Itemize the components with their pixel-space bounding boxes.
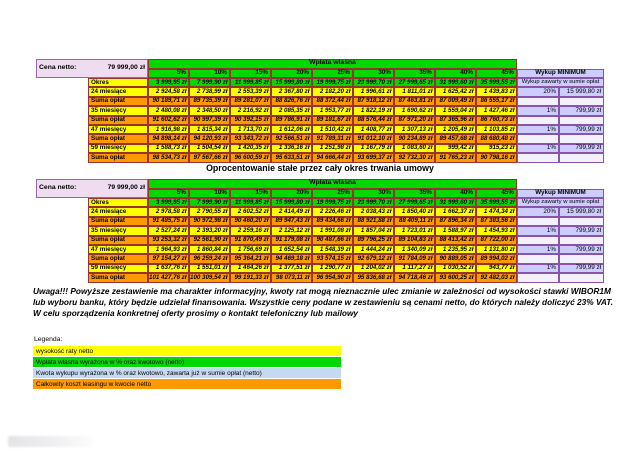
value-cell: 88 826,76 zł xyxy=(271,97,312,106)
value-cell: 1 083,60 zł xyxy=(394,144,435,153)
value-cell: 92 482,03 zł xyxy=(476,273,517,282)
value-cell: 86 555,17 zł xyxy=(476,97,517,106)
value-cell: 2 553,39 zł xyxy=(230,87,271,96)
row-label-cell: Suma opłat xyxy=(88,97,148,106)
row-label-cell: 47 miesięcy xyxy=(88,245,148,254)
value-cell: 2 125,12 zł xyxy=(271,226,312,235)
wykup-empty-cell xyxy=(517,273,559,282)
value-cell: 1 408,77 zł xyxy=(353,125,394,134)
value-cell: 1 588,73 zł xyxy=(148,144,189,153)
percent-header-cell: 20% xyxy=(271,189,312,199)
cena-netto-value: 79 999,00 zł xyxy=(107,64,145,72)
value-cell: 94 898,14 zł xyxy=(148,134,189,143)
value-cell: 87 383,56 zł xyxy=(476,217,517,226)
wykup-percent-cell: 1% xyxy=(517,106,559,115)
value-cell: 89 947,43 zł xyxy=(271,217,312,226)
wykup-percent-cell: 1% xyxy=(517,245,559,254)
value-cell: 31 999,60 zł xyxy=(435,78,476,87)
value-cell: 2 480,08 zł xyxy=(148,106,189,115)
wykup-amount-cell: 799,99 zł xyxy=(559,264,604,273)
wykup-empty-cell xyxy=(559,97,604,106)
value-cell: 1 548,39 zł xyxy=(312,245,353,254)
value-cell: 97 154,27 zł xyxy=(148,254,189,263)
wykup-empty-cell xyxy=(517,217,559,226)
value-cell: 95 633,51 zł xyxy=(271,153,312,162)
value-cell: 87 971,20 zł xyxy=(394,116,435,125)
value-cell: 94 469,18 zł xyxy=(271,254,312,263)
value-cell: 88 413,42 zł xyxy=(435,236,476,245)
value-cell: 1 588,97 zł xyxy=(435,226,476,235)
value-cell: 1 991,08 zł xyxy=(312,226,353,235)
percent-header-cell: 25% xyxy=(312,189,353,199)
wykup-amount-cell: 15 999,80 zł xyxy=(559,87,604,96)
value-cell: 1 504,54 zł xyxy=(189,144,230,153)
value-cell: 93 699,37 zł xyxy=(353,153,394,162)
value-cell: 2 367,80 zł xyxy=(271,87,312,96)
value-cell: 89 994,02 zł xyxy=(476,254,517,263)
value-cell: 92 566,51 zł xyxy=(271,134,312,143)
value-cell: 1 340,09 zł xyxy=(394,245,435,254)
wykup-subheader: Wykup zawarty w sumie opłat xyxy=(517,78,604,87)
value-cell: 91 789,31 zł xyxy=(312,134,353,143)
value-cell: 1 510,42 zł xyxy=(312,125,353,134)
fixed-rate-table-title: Oprocentowanie stałe przez cały okres trwania umowy xyxy=(206,163,434,173)
value-cell: 93 253,32 zł xyxy=(148,236,189,245)
value-cell: 1 723,01 zł xyxy=(394,226,435,235)
value-cell: 1 336,16 zł xyxy=(271,144,312,153)
wykup-amount-cell: 799,99 zł xyxy=(559,125,604,134)
value-cell: 35 999,55 zł xyxy=(476,78,517,87)
value-cell: 2 393,20 zł xyxy=(189,226,230,235)
wykup-empty-cell xyxy=(517,134,559,143)
value-cell: 88 576,44 zł xyxy=(353,116,394,125)
value-cell: 1 637,76 zł xyxy=(148,264,189,273)
row-label-cell: 47 miesięcy xyxy=(88,125,148,134)
value-cell: 1 290,77 zł xyxy=(312,264,353,273)
value-cell: 1 756,69 zł xyxy=(230,245,271,254)
value-cell: 88 372,44 zł xyxy=(312,97,353,106)
value-cell: 1 713,70 zł xyxy=(230,125,271,134)
value-cell: 87 463,81 zł xyxy=(394,97,435,106)
percent-header-cell: 15% xyxy=(230,69,271,79)
value-cell: 92 679,12 zł xyxy=(353,254,394,263)
value-cell: 89 104,83 zł xyxy=(394,236,435,245)
value-cell: 1 857,04 zł xyxy=(353,226,394,235)
value-cell: 91 179,08 zł xyxy=(271,236,312,245)
value-cell: 1 916,98 zł xyxy=(148,125,189,134)
value-cell: 1 625,42 zł xyxy=(435,87,476,96)
wplata-wlasna-header: Wpłata własna xyxy=(148,179,517,189)
row-label-cell: Suma opłat xyxy=(88,273,148,282)
value-cell: 90 234,89 zł xyxy=(394,134,435,143)
value-cell: 15 999,80 zł xyxy=(271,78,312,87)
value-cell: 11 999,85 zł xyxy=(230,78,271,87)
row-label-cell: Okres xyxy=(88,198,148,207)
value-cell: 1 811,01 zł xyxy=(394,87,435,96)
value-cell: 89 786,91 zł xyxy=(271,116,312,125)
value-cell: 90 460,20 zł xyxy=(230,217,271,226)
value-cell: 915,23 zł xyxy=(476,144,517,153)
wykup-amount-cell: 799,99 zł xyxy=(559,106,604,115)
value-cell: 2 527,24 zł xyxy=(148,226,189,235)
value-cell: 98 534,73 zł xyxy=(148,153,189,162)
cena-netto-cell xyxy=(36,179,148,198)
value-cell: 1 454,93 zł xyxy=(476,226,517,235)
legend-item-0: wysokość raty netto xyxy=(33,346,341,356)
value-cell: 96 954,90 zł xyxy=(312,273,353,282)
value-cell: 15 999,80 zł xyxy=(271,198,312,207)
value-cell: 89 434,66 zł xyxy=(312,217,353,226)
wykup-empty-cell xyxy=(559,254,604,263)
value-cell: 1 815,34 zł xyxy=(189,125,230,134)
value-cell: 1 464,26 zł xyxy=(230,264,271,273)
cena-netto-label: Cena netto: xyxy=(39,184,77,192)
value-cell: 23 999,70 zł xyxy=(353,198,394,207)
cena-netto-label: Cena netto: xyxy=(39,64,77,72)
value-cell: 2 216,92 zł xyxy=(230,106,271,115)
percent-header-cell: 30% xyxy=(353,189,394,199)
value-cell: 91 602,62 zł xyxy=(148,116,189,125)
percent-header-cell: 25% xyxy=(312,69,353,79)
cena-netto-value: 79 999,00 zł xyxy=(107,184,145,192)
value-cell: 93 574,15 zł xyxy=(312,254,353,263)
value-cell: 1 559,04 zł xyxy=(435,106,476,115)
legend-item-1: Wpłata własna wyrażona w % oraz kwotowo (netto) xyxy=(33,357,341,367)
percent-header-cell: 35% xyxy=(394,69,435,79)
wykup-empty-cell xyxy=(559,273,604,282)
value-cell: 89 281,07 zł xyxy=(230,97,271,106)
wykup-empty-cell xyxy=(559,116,604,125)
value-cell: 96 600,59 zł xyxy=(230,153,271,162)
value-cell: 97 567,66 zł xyxy=(189,153,230,162)
value-cell: 91 485,75 zł xyxy=(148,217,189,226)
value-cell: 95 836,68 zł xyxy=(353,273,394,282)
value-cell: 2 924,58 zł xyxy=(148,87,189,96)
percent-header-cell: 35% xyxy=(394,189,435,199)
row-label-cell: Suma opłat xyxy=(88,236,148,245)
wykup-empty-cell xyxy=(517,236,559,245)
value-cell: 95 364,21 zł xyxy=(230,254,271,263)
value-cell: 2 038,43 zł xyxy=(353,207,394,216)
value-cell: 2 348,50 zł xyxy=(189,106,230,115)
value-cell: 1 377,51 zł xyxy=(271,264,312,273)
row-label-cell: 24 miesiące xyxy=(88,87,148,96)
value-cell: 90 889,05 zł xyxy=(435,254,476,263)
row-label-cell: 59 miesięcy xyxy=(88,144,148,153)
value-cell: 90 487,66 zł xyxy=(312,236,353,245)
wykup-empty-cell xyxy=(559,236,604,245)
value-cell: 1 822,19 zł xyxy=(353,106,394,115)
value-cell: 27 999,65 zł xyxy=(394,198,435,207)
leasing-table-variable-rate xyxy=(36,59,604,163)
value-cell: 87 896,34 zł xyxy=(435,217,476,226)
wykup-amount-cell: 799,99 zł xyxy=(559,226,604,235)
legend-items xyxy=(33,346,341,389)
value-cell: 35 999,55 zł xyxy=(476,198,517,207)
percent-header-cell: 40% xyxy=(435,189,476,199)
value-cell: 93 600,25 zł xyxy=(435,273,476,282)
wykup-percent-cell: 1% xyxy=(517,264,559,273)
value-cell: 1 996,61 zł xyxy=(353,87,394,96)
value-cell: 98 073,11 zł xyxy=(271,273,312,282)
value-cell: 88 409,11 zł xyxy=(394,217,435,226)
percent-header-cell: 40% xyxy=(435,69,476,79)
percent-header-cell: 10% xyxy=(189,69,230,79)
row-label-cell: Okres xyxy=(88,78,148,87)
value-cell: 1 444,24 zł xyxy=(353,245,394,254)
row-label-cell: 24 miesiące xyxy=(88,207,148,216)
wykup-empty-cell xyxy=(517,116,559,125)
percent-header-cell: 45% xyxy=(476,189,517,199)
value-cell: 96 259,24 zł xyxy=(189,254,230,263)
value-cell: 1 204,02 zł xyxy=(353,264,394,273)
value-cell: 90 972,98 zł xyxy=(189,217,230,226)
value-cell: 1 439,83 zł xyxy=(476,87,517,96)
value-cell: 2 259,16 zł xyxy=(230,226,271,235)
value-cell: 90 392,15 zł xyxy=(230,116,271,125)
row-label-cell: 59 miesięcy xyxy=(88,264,148,273)
wykup-empty-cell xyxy=(517,254,559,263)
value-cell: 92 561,90 zł xyxy=(189,236,230,245)
percent-header-cell: 15% xyxy=(230,189,271,199)
wykup-percent-cell: 1% xyxy=(517,125,559,134)
value-cell: 2 978,58 zł xyxy=(148,207,189,216)
value-cell: 1 662,37 zł xyxy=(435,207,476,216)
value-cell: 91 012,10 zł xyxy=(353,134,394,143)
value-cell: 1 953,77 zł xyxy=(312,106,353,115)
cena-netto-cell xyxy=(36,59,148,78)
value-cell: 3 999,95 zł xyxy=(148,198,189,207)
percent-header-cell: 45% xyxy=(476,69,517,79)
wykup-amount-cell: 799,99 zł xyxy=(559,245,604,254)
value-cell: 1 690,62 zł xyxy=(394,106,435,115)
percent-header-cell: 30% xyxy=(353,69,394,79)
value-cell: 2 226,46 zł xyxy=(312,207,353,216)
wykup-empty-cell xyxy=(559,217,604,226)
value-cell: 2 790,55 zł xyxy=(189,207,230,216)
wykup-percent-cell: 20% xyxy=(517,207,559,216)
value-cell: 1 474,34 zł xyxy=(476,207,517,216)
value-cell: 93 343,72 zł xyxy=(230,134,271,143)
value-cell: 94 120,93 zł xyxy=(189,134,230,143)
wykup-empty-cell xyxy=(517,153,559,162)
value-cell: 90 798,16 zł xyxy=(476,153,517,162)
value-cell: 87 918,12 zł xyxy=(353,97,394,106)
value-cell: 92 732,30 zł xyxy=(394,153,435,162)
value-cell: 2 602,52 zł xyxy=(230,207,271,216)
row-label-cell: Suma opłat xyxy=(88,134,148,143)
value-cell: 19 999,75 zł xyxy=(312,198,353,207)
value-cell: 19 999,75 zł xyxy=(312,78,353,87)
value-cell: 31 999,60 zł xyxy=(435,198,476,207)
value-cell: 1 307,13 zł xyxy=(394,125,435,134)
value-cell: 91 784,09 zł xyxy=(394,254,435,263)
watermark xyxy=(8,436,92,447)
value-cell: 2 182,20 zł xyxy=(312,87,353,96)
value-cell: 1 850,40 zł xyxy=(394,207,435,216)
value-cell: 1 420,35 zł xyxy=(230,144,271,153)
wykup-empty-cell xyxy=(559,134,604,143)
value-cell: 1 235,95 zł xyxy=(435,245,476,254)
value-cell: 91 870,49 zł xyxy=(230,236,271,245)
row-label-cell: Suma opłat xyxy=(88,116,148,125)
value-cell: 1 131,80 zł xyxy=(476,245,517,254)
wykup-minimum-header: Wykup MINIMUM xyxy=(517,189,604,199)
value-cell: 7 999,90 zł xyxy=(189,198,230,207)
value-cell: 7 999,90 zł xyxy=(189,78,230,87)
value-cell: 89 457,68 zł xyxy=(435,134,476,143)
wykup-empty-cell xyxy=(559,153,604,162)
wykup-empty-cell xyxy=(517,97,559,106)
leasing-table-fixed-rate xyxy=(36,179,604,283)
wykup-minimum-header: Wykup MINIMUM xyxy=(517,69,604,79)
wykup-percent-cell: 1% xyxy=(517,144,559,153)
value-cell: 999,42 zł xyxy=(435,144,476,153)
value-cell: 88 921,88 zł xyxy=(353,217,394,226)
legend-title: Legenda: xyxy=(34,336,63,343)
row-label-cell: 35 miesięcy xyxy=(88,106,148,115)
value-cell: 11 999,85 zł xyxy=(230,198,271,207)
wplata-wlasna-header: Wpłata własna xyxy=(148,59,517,69)
wykup-percent-cell: 20% xyxy=(517,87,559,96)
row-label-cell: Suma opłat xyxy=(88,153,148,162)
value-cell: 27 999,65 zł xyxy=(394,78,435,87)
wykup-amount-cell: 799,99 zł xyxy=(559,144,604,153)
value-cell: 90 189,71 zł xyxy=(148,97,189,106)
value-cell: 1 964,93 zł xyxy=(148,245,189,254)
value-cell: 100 309,54 zł xyxy=(189,273,230,282)
row-label-cell: Suma opłat xyxy=(88,254,148,263)
legend-item-2: Kwota wykupu wyrażona w % oraz kwotowo, zawarta już w sumie opłat (netto) xyxy=(33,368,341,378)
value-cell: 1 030,52 zł xyxy=(435,264,476,273)
value-cell: 23 999,70 zł xyxy=(353,78,394,87)
value-cell: 1 167,79 zł xyxy=(353,144,394,153)
value-cell: 2 738,99 zł xyxy=(189,87,230,96)
percent-header-cell: 5% xyxy=(148,189,189,199)
value-cell: 1 551,01 zł xyxy=(189,264,230,273)
disclaimer-text: Uwaga!!! Powyższe zestawienie ma charakter informacyjny, kwoty rat mogą nieznacznie ulec zmianie w zależności od wysokości stawki WIBOR1M lub wyboru banku, który będzie udzielał finansowania. Wszystkie ceny podane w zestawieniu są cenami netto, do których należy doliczyć 23% VAT. W celu sporządzenia konkretnej oferty prosimy o kontakt telefoniczny lub mailowy xyxy=(33,286,614,318)
value-cell: 88 680,48 zł xyxy=(476,134,517,143)
value-cell: 90 997,39 zł xyxy=(189,116,230,125)
value-cell: 2 085,35 zł xyxy=(271,106,312,115)
value-cell: 101 427,76 zł xyxy=(148,273,189,282)
value-cell: 87 009,49 zł xyxy=(435,97,476,106)
value-cell: 89 796,25 zł xyxy=(353,236,394,245)
legend xyxy=(33,336,341,390)
value-cell: 1 860,84 zł xyxy=(189,245,230,254)
value-cell: 86 760,73 zł xyxy=(476,116,517,125)
percent-header-cell: 5% xyxy=(148,69,189,79)
value-cell: 1 612,06 zł xyxy=(271,125,312,134)
value-cell: 1 652,54 zł xyxy=(271,245,312,254)
value-cell: 943,77 zł xyxy=(476,264,517,273)
value-cell: 99 191,33 zł xyxy=(230,273,271,282)
value-cell: 89 181,67 zł xyxy=(312,116,353,125)
value-cell: 91 765,23 zł xyxy=(435,153,476,162)
value-cell: 87 365,96 zł xyxy=(435,116,476,125)
percent-header-cell: 20% xyxy=(271,69,312,79)
value-cell: 89 735,39 zł xyxy=(189,97,230,106)
value-cell: 2 414,49 zł xyxy=(271,207,312,216)
value-cell: 94 718,46 zł xyxy=(394,273,435,282)
wykup-amount-cell: 15 999,80 zł xyxy=(559,207,604,216)
percent-header-cell: 10% xyxy=(189,189,230,199)
value-cell: 87 722,00 zł xyxy=(476,236,517,245)
value-cell: 1 205,49 zł xyxy=(435,125,476,134)
value-cell: 94 666,44 zł xyxy=(312,153,353,162)
value-cell: 1 427,46 zł xyxy=(476,106,517,115)
value-cell: 1 251,98 zł xyxy=(312,144,353,153)
wykup-percent-cell: 1% xyxy=(517,226,559,235)
value-cell: 1 117,27 zł xyxy=(394,264,435,273)
value-cell: 3 999,95 zł xyxy=(148,78,189,87)
row-label-cell: Suma opłat xyxy=(88,217,148,226)
legend-item-3: Całkowity koszt leasingu w kwocie netto xyxy=(33,379,341,389)
wykup-subheader: Wykup zawarty w sumie opłat xyxy=(517,198,604,207)
row-label-cell: 35 miesięcy xyxy=(88,226,148,235)
value-cell: 1 103,85 zł xyxy=(476,125,517,134)
